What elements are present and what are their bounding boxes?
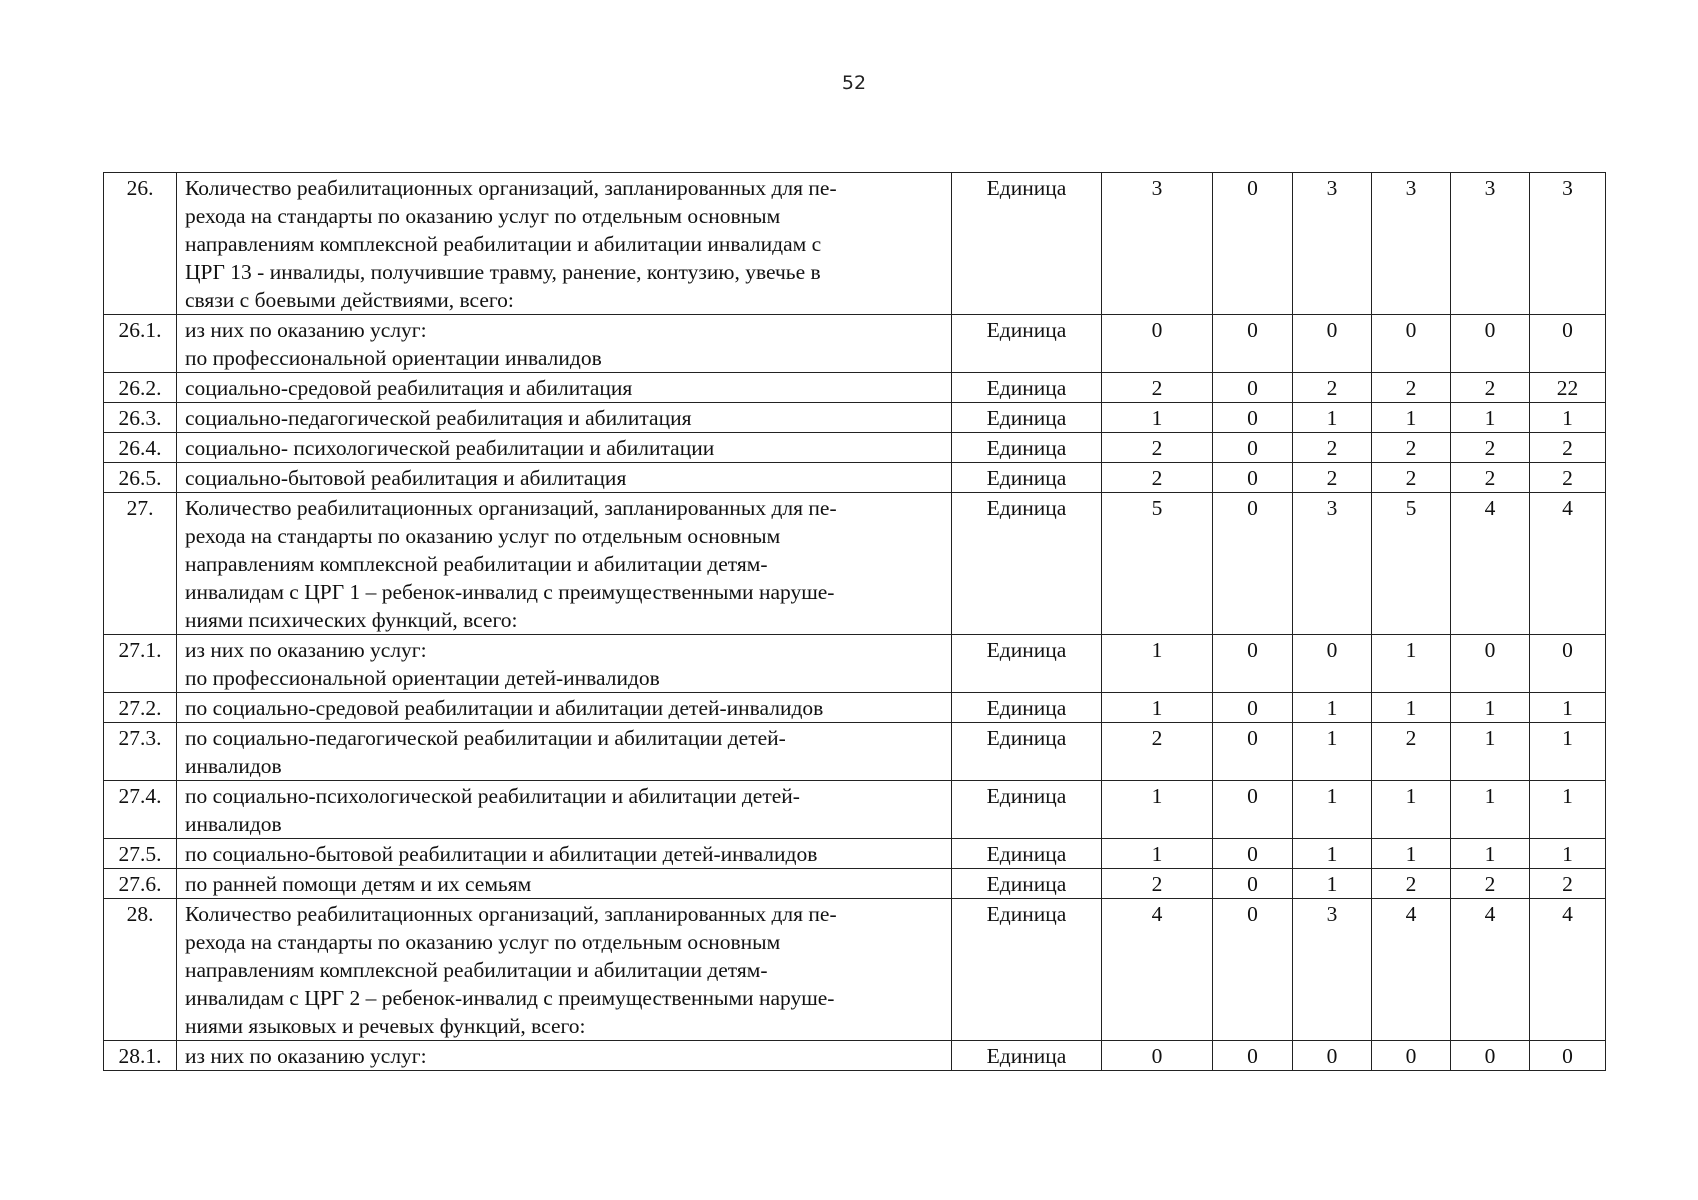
row-number: 26.5. <box>104 463 177 493</box>
value-cell: 22 <box>1530 373 1606 403</box>
indicator-description <box>177 173 952 315</box>
indicator-description <box>177 693 952 723</box>
value-cell: 1 <box>1451 781 1530 839</box>
value-cell: 0 <box>1293 635 1372 693</box>
value-cell: 1 <box>1102 693 1213 723</box>
indicator-description <box>177 723 952 781</box>
indicator-description <box>177 839 952 869</box>
value-cell: 0 <box>1213 373 1293 403</box>
description-line: по социально-педагогической реабилитации и абилитации детей- <box>185 726 786 750</box>
value-cell: 0 <box>1372 1041 1451 1071</box>
unit-cell: Единица <box>952 315 1102 373</box>
description-line: Количество реабилитационных организаций, запланированных для пе- <box>185 496 837 520</box>
row-number: 26.4. <box>104 433 177 463</box>
value-cell: 1 <box>1451 403 1530 433</box>
value-cell: 1 <box>1530 781 1606 839</box>
row-number: 26.2. <box>104 373 177 403</box>
value-cell: 1 <box>1372 635 1451 693</box>
description-line: инвалидам с ЦРГ 2 – ребенок-инвалид с преимущественными наруше- <box>185 986 835 1010</box>
value-cell: 1 <box>1293 723 1372 781</box>
indicator-description <box>177 373 952 403</box>
value-cell: 0 <box>1213 781 1293 839</box>
value-cell: 2 <box>1102 433 1213 463</box>
value-cell: 0 <box>1530 1041 1606 1071</box>
indicator-description <box>177 403 952 433</box>
value-cell: 4 <box>1530 493 1606 635</box>
row-number: 27. <box>104 493 177 635</box>
indicator-description <box>177 315 952 373</box>
description-line: социально-бытовой реабилитация и абилитация <box>185 466 627 490</box>
value-cell: 2 <box>1372 723 1451 781</box>
value-cell: 1 <box>1293 869 1372 899</box>
description-line: ниями психических функций, всего: <box>185 608 518 632</box>
value-cell: 0 <box>1213 899 1293 1041</box>
value-cell: 0 <box>1213 723 1293 781</box>
value-cell: 0 <box>1451 1041 1530 1071</box>
value-cell: 1 <box>1372 781 1451 839</box>
unit-cell: Единица <box>952 373 1102 403</box>
value-cell: 2 <box>1372 869 1451 899</box>
indicator-description <box>177 493 952 635</box>
value-cell: 1 <box>1530 403 1606 433</box>
value-cell: 0 <box>1213 433 1293 463</box>
description-line: по профессиональной ориентации детей-инвалидов <box>185 666 660 690</box>
table-row <box>104 433 1606 463</box>
unit-cell: Единица <box>952 463 1102 493</box>
value-cell: 2 <box>1530 869 1606 899</box>
value-cell: 0 <box>1213 693 1293 723</box>
value-cell: 0 <box>1530 315 1606 373</box>
value-cell: 1 <box>1372 839 1451 869</box>
value-cell: 4 <box>1372 899 1451 1041</box>
description-line: по социально-психологической реабилитации и абилитации детей- <box>185 784 800 808</box>
table-row <box>104 723 1606 781</box>
unit-cell: Единица <box>952 173 1102 315</box>
value-cell: 3 <box>1451 173 1530 315</box>
table-row <box>104 839 1606 869</box>
indicator-description <box>177 1041 952 1071</box>
table-row <box>104 373 1606 403</box>
value-cell: 1 <box>1372 693 1451 723</box>
row-number: 26.1. <box>104 315 177 373</box>
value-cell: 0 <box>1451 635 1530 693</box>
value-cell: 2 <box>1451 463 1530 493</box>
description-line: по социально-средовой реабилитации и абилитации детей-инвалидов <box>185 696 824 720</box>
value-cell: 2 <box>1451 869 1530 899</box>
description-line: социально-педагогической реабилитация и абилитация <box>185 406 692 430</box>
table-row <box>104 693 1606 723</box>
unit-cell: Единица <box>952 899 1102 1041</box>
description-line: направлениям комплексной реабилитации и абилитации детям- <box>185 552 768 576</box>
unit-cell: Единица <box>952 839 1102 869</box>
value-cell: 5 <box>1372 493 1451 635</box>
value-cell: 3 <box>1293 493 1372 635</box>
table-row <box>104 781 1606 839</box>
row-number: 27.5. <box>104 839 177 869</box>
table-row <box>104 315 1606 373</box>
value-cell: 0 <box>1213 463 1293 493</box>
value-cell: 4 <box>1102 899 1213 1041</box>
indicator-description <box>177 869 952 899</box>
description-line: ЦРГ 13 - инвалиды, получившие травму, ранение, контузию, увечье в <box>185 260 821 284</box>
value-cell: 2 <box>1451 373 1530 403</box>
indicators-table <box>103 172 1606 1071</box>
description-line: Количество реабилитационных организаций, запланированных для пе- <box>185 902 837 926</box>
value-cell: 2 <box>1372 373 1451 403</box>
table-row <box>104 635 1606 693</box>
table-row <box>104 899 1606 1041</box>
value-cell: 0 <box>1213 1041 1293 1071</box>
description-line: инвалидов <box>185 812 282 836</box>
indicator-description <box>177 781 952 839</box>
description-line: инвалидов <box>185 754 282 778</box>
description-line: из них по оказанию услуг: <box>185 638 427 662</box>
value-cell: 2 <box>1530 433 1606 463</box>
unit-cell: Единица <box>952 433 1102 463</box>
description-line: по ранней помощи детям и их семьям <box>185 872 532 896</box>
unit-cell: Единица <box>952 693 1102 723</box>
value-cell: 2 <box>1451 433 1530 463</box>
table-row <box>104 1041 1606 1071</box>
unit-cell: Единица <box>952 781 1102 839</box>
value-cell: 0 <box>1213 869 1293 899</box>
value-cell: 0 <box>1213 635 1293 693</box>
value-cell: 3 <box>1372 173 1451 315</box>
value-cell: 0 <box>1451 315 1530 373</box>
row-number: 28. <box>104 899 177 1041</box>
value-cell: 2 <box>1102 723 1213 781</box>
value-cell: 0 <box>1372 315 1451 373</box>
value-cell: 1 <box>1102 781 1213 839</box>
value-cell: 2 <box>1102 463 1213 493</box>
value-cell: 1 <box>1372 403 1451 433</box>
unit-cell: Единица <box>952 869 1102 899</box>
value-cell: 2 <box>1293 433 1372 463</box>
indicator-description <box>177 433 952 463</box>
description-line: из них по оказанию услуг: <box>185 318 427 342</box>
table-row <box>104 493 1606 635</box>
row-number: 27.2. <box>104 693 177 723</box>
unit-cell: Единица <box>952 635 1102 693</box>
value-cell: 2 <box>1293 463 1372 493</box>
value-cell: 0 <box>1213 315 1293 373</box>
unit-cell: Единица <box>952 1041 1102 1071</box>
value-cell: 0 <box>1102 1041 1213 1071</box>
value-cell: 0 <box>1293 1041 1372 1071</box>
description-line: рехода на стандарты по оказанию услуг по отдельным основным <box>185 930 781 954</box>
description-line: из них по оказанию услуг: <box>185 1044 427 1068</box>
value-cell: 1 <box>1451 723 1530 781</box>
value-cell: 1 <box>1102 635 1213 693</box>
value-cell: 0 <box>1102 315 1213 373</box>
value-cell: 0 <box>1293 315 1372 373</box>
value-cell: 1 <box>1293 839 1372 869</box>
value-cell: 0 <box>1213 403 1293 433</box>
value-cell: 3 <box>1293 899 1372 1041</box>
value-cell: 1 <box>1293 403 1372 433</box>
row-number: 27.6. <box>104 869 177 899</box>
table-row <box>104 403 1606 433</box>
value-cell: 4 <box>1451 899 1530 1041</box>
description-line: социально- психологической реабилитации и абилитации <box>185 436 715 460</box>
value-cell: 4 <box>1530 899 1606 1041</box>
value-cell: 2 <box>1530 463 1606 493</box>
unit-cell: Единица <box>952 493 1102 635</box>
description-line: связи с боевыми действиями, всего: <box>185 288 514 312</box>
description-line: направлениям комплексной реабилитации и абилитации инвалидам с <box>185 232 822 256</box>
description-line: Количество реабилитационных организаций, запланированных для пе- <box>185 176 837 200</box>
value-cell: 1 <box>1102 403 1213 433</box>
description-line: ниями языковых и речевых функций, всего: <box>185 1014 586 1038</box>
indicator-description <box>177 635 952 693</box>
value-cell: 1 <box>1293 693 1372 723</box>
indicator-description <box>177 899 952 1041</box>
table-row <box>104 463 1606 493</box>
description-line: по профессиональной ориентации инвалидов <box>185 346 602 370</box>
unit-cell: Единица <box>952 723 1102 781</box>
value-cell: 2 <box>1102 869 1213 899</box>
row-number: 28.1. <box>104 1041 177 1071</box>
page-number: 52 <box>841 72 867 94</box>
row-number: 27.1. <box>104 635 177 693</box>
value-cell: 1 <box>1530 693 1606 723</box>
table-row <box>104 173 1606 315</box>
row-number: 26.3. <box>104 403 177 433</box>
value-cell: 3 <box>1530 173 1606 315</box>
value-cell: 2 <box>1102 373 1213 403</box>
description-line: инвалидам с ЦРГ 1 – ребенок-инвалид с преимущественными наруше- <box>185 580 835 604</box>
value-cell: 5 <box>1102 493 1213 635</box>
table-body <box>104 173 1606 1071</box>
value-cell: 3 <box>1102 173 1213 315</box>
value-cell: 1 <box>1293 781 1372 839</box>
value-cell: 2 <box>1372 463 1451 493</box>
value-cell: 0 <box>1213 839 1293 869</box>
value-cell: 1 <box>1102 839 1213 869</box>
unit-cell: Единица <box>952 403 1102 433</box>
indicator-description <box>177 463 952 493</box>
description-line: рехода на стандарты по оказанию услуг по отдельным основным <box>185 524 781 548</box>
value-cell: 1 <box>1451 693 1530 723</box>
value-cell: 1 <box>1530 839 1606 869</box>
description-line: рехода на стандарты по оказанию услуг по отдельным основным <box>185 204 781 228</box>
description-line: социально-средовой реабилитация и абилитация <box>185 376 633 400</box>
table-row <box>104 869 1606 899</box>
value-cell: 1 <box>1530 723 1606 781</box>
value-cell: 3 <box>1293 173 1372 315</box>
description-line: направлениям комплексной реабилитации и абилитации детям- <box>185 958 768 982</box>
value-cell: 0 <box>1530 635 1606 693</box>
value-cell: 1 <box>1451 839 1530 869</box>
value-cell: 0 <box>1213 493 1293 635</box>
value-cell: 2 <box>1293 373 1372 403</box>
row-number: 26. <box>104 173 177 315</box>
row-number: 27.3. <box>104 723 177 781</box>
value-cell: 0 <box>1213 173 1293 315</box>
value-cell: 2 <box>1372 433 1451 463</box>
description-line: по социально-бытовой реабилитации и абилитации детей-инвалидов <box>185 842 818 866</box>
row-number: 27.4. <box>104 781 177 839</box>
value-cell: 4 <box>1451 493 1530 635</box>
